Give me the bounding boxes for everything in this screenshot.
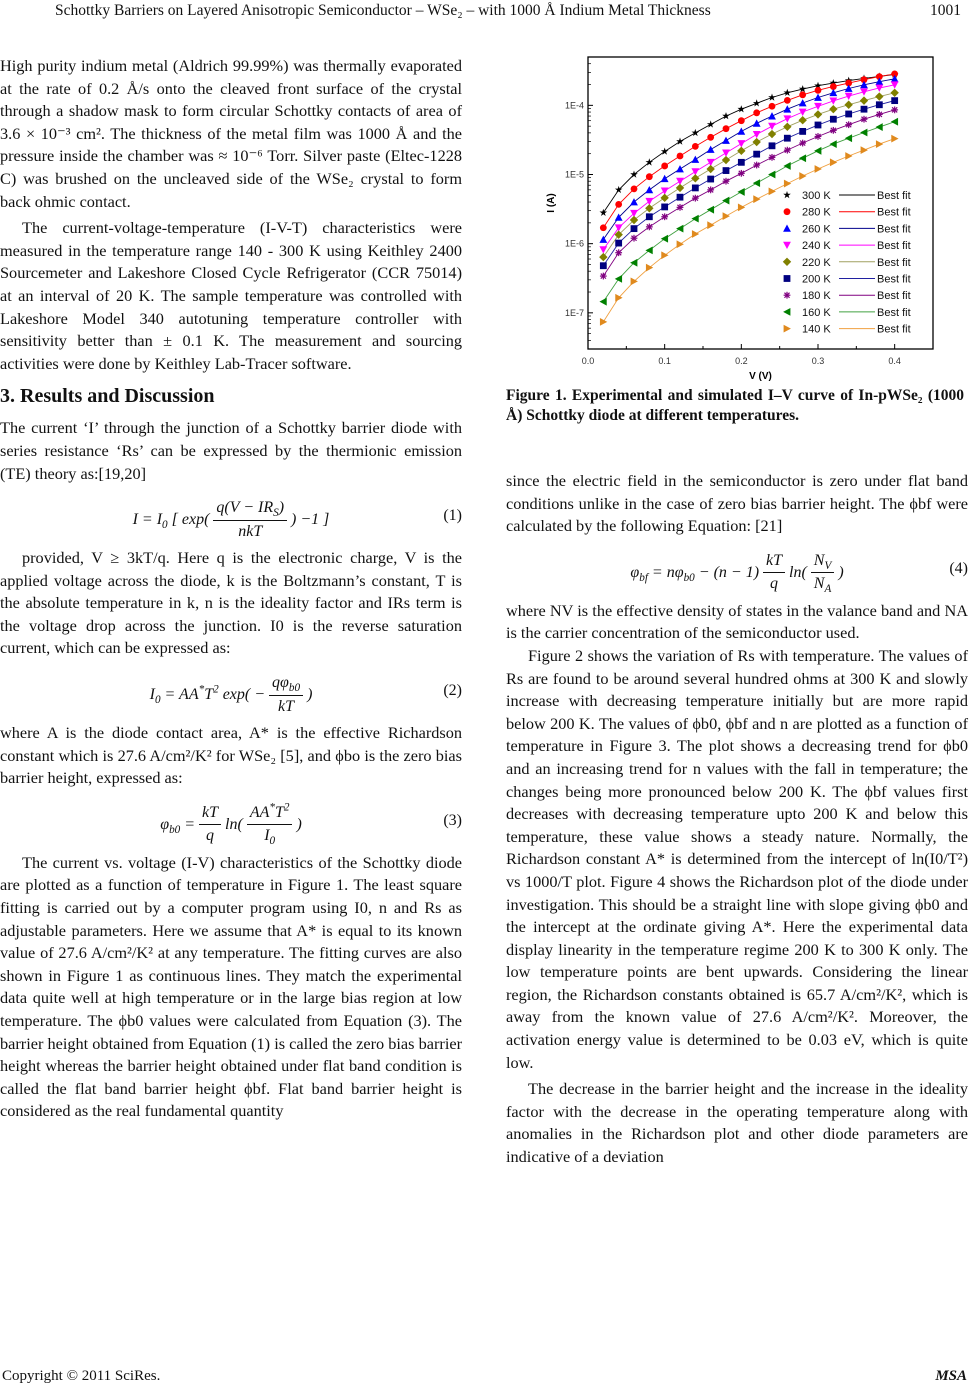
svg-text:Best fit: Best fit [877,273,911,286]
svg-text:Best fit: Best fit [877,306,911,319]
running-header [0,2,969,24]
running-title: Schottky Barriers on Layered Anisotropic Semiconductor – WSe₂ – with 1000 Å Indium Metal Thickness [55,2,711,19]
paragraph-richardson: where A is the diode contact area, A* is the effective Richardson constant which is 27.6 A/cm²/K² for WSe₂ [5], and ϕbo is the zero bias barrier height, expressed as: [0,723,462,788]
plot-frame [588,57,933,349]
paragraph-figures-2-4: Figure 2 shows the variation of Rs with temperature. The values of Rs are found to be around several hundred ohms at 300 K and slowly increase with decreasing temperature initially but are more rapid below 200 K. The values of ϕb0, ϕbf and n are plotted as a function of temperature in Figure 3. The plot shows a decreasing trend for ϕb0 and an increasing trend for n values with the fall in temperature; the changes being more pronounced below 200 K. The ϕbf values first decreases with decreasing temperature upto 200 K and below this temperature, these value shows a steady nature. Normally, the Richardson constant A* is determined from the intercept of ln(I0/T²) vs 1000/T plot. Figure 4 shows the Richardson plot of the diode under investigation. This should be a straight line with slope giving ϕb0 and the intercept at the ordinate giving A*. Here the experimental data display linearity in the temperature regime 200 K to 300 K only. The low temperature points are bent upwards. Considering the linear region, the Richardson constants obtained is 65.7 A/cm²/K², which is away from the known value of 27.6 A/cm²/K². Moreover, the activation energy value is determined to be 0.03 eV, which is quite low. [506,645,968,1072]
svg-text:Best fit: Best fit [877,240,911,253]
svg-text:240 K: 240 K [802,240,831,253]
svg-text:Best fit: Best fit [877,323,911,336]
svg-text:180 K: 180 K [802,290,831,303]
svg-text:280 K: 280 K [802,206,831,219]
svg-text:Best fit: Best fit [877,190,911,202]
x-tick-label: 0.0 [581,356,595,366]
equation-4: $\varphi_{bf} = n\varphi_{b0} - (n - 1)$ $\frac{kT}{q}$ ln( $\frac{N_V}{N_A}$ ) (4) [630,551,968,596]
page-number: 1001 [930,2,961,19]
section-heading: 3. Results and Discussion [0,385,215,408]
svg-text:Best fit: Best fit [877,206,911,219]
iv-plot [540,48,940,384]
paragraph-deviation: The decrease in the barrier height and the increase in the ideality factor with the decrease in the operating temperature along with anomalies in the Richardson plot and other diode parameters are indicative of a deviation [506,1079,968,1167]
x-tick-label: 0.1 [658,356,671,366]
svg-text:220 K: 220 K [802,256,831,269]
svg-text:Best fit: Best fit [877,223,911,236]
paragraph-nv-na: where NV is the effective density of states in the valance band and NA is the carrier concentration of the semiconductor used. [506,600,968,643]
svg-text:200 K: 200 K [802,273,831,286]
paragraph-definitions: provided, V ≥ 3kT/q. Here q is the electronic charge, V is the applied voltage across the diode, k is the Boltzmann’s constant, T is the absolute temperature in k, n is the ideality factor and IRs term is the voltage drop across the junction. I0 is the reverse saturation current, which can be expressed as: [0,548,462,658]
paragraph-te-theory: The current ‘I’ through the junction of a Schottky barrier diode with series resistance ‘Rs’ can be expressed by the thermionic emission (TE) theory as:[19,20] [0,418,462,483]
x-tick-label: 0.4 [888,356,901,366]
equation-number: (3) [443,811,462,829]
y-tick-label: 1E-7 [564,307,584,318]
paragraph-flat-band: since the electric field in the semiconductor is zero under flat band conditions unlike in the case of zero bias barrier height. The ϕbf were calculated by the following Equation: [21] [506,471,968,536]
y-tick-label: 1E-5 [564,169,584,180]
figure-1-caption: Figure 1. Experimental and simulated I–V curve of In-pWSe₂ (1000 Å) Schottky diode at different temperatures. [506,387,964,424]
x-axis-label: V (V) [749,371,772,382]
paragraph-measurement: The current-voltage-temperature (I-V-T) characteristics were measured in the temperature range 140 - 300 K using Keithley 2400 Sourcemeter and Lakeshore Closed Cycle Refrigerator (CCR 75014) at an interval of 20 K. The sample temperature was controlled with Lakeshore Model 340 autotuning temperature controller with sensitivity better than ± 0.1 K. The measurement and sourcing activities were done by Keithley Lab-Tracer software. [0,218,462,373]
equation-number: (2) [443,682,462,700]
svg-text:Best fit: Best fit [877,290,911,303]
paragraph-iv-characteristics: The current vs. voltage (I-V) characteristics of the Schottky diode are plotted as a function of temperature in Figure 1. The least square fitting is carried out by a computer program using I0, n and Rs as adjustable parameters. Here we assume that A* is equal to its known value of 27.6 A/cm²/K² at any temperature. The fitting curves are also shown in Figure 1 as continuous lines. They match the experimental data quite well at high temperature or in the large bias region at low temperature. The ϕb0 values were calculated from Equation (3). The barrier height obtained from Equation (1) is called the zero bias barrier height whereas the barrier height obtained under flat band condition is called the flat band barrier height ϕbf. Flat band barrier height is considered as the real fundamental quantity [0,852,462,1121]
figure-1-iv-chart [540,48,940,384]
equation-1: $I = I_0$ [ exp( $\frac{q(V - IR_S)}{\text{nkT}}$ ) −1 ] (1) [132,499,462,540]
paragraph-materials: High purity indium metal (Aldrich 99.99%) was thermally evaporated at the rate of 0.2 Å/s onto the cleaved front surface of the crystal through a shadow mask to form circular Schottky contacts of area of 3.6 × 10⁻³ cm². The thickness of the metal film was 1000 Å and the pressure inside the chamber was ≈ 10⁻⁶ Torr. Silver paste (Eltec-1228 C) was brushed on the uncleaved side of the WSe₂ crystal to form back ohmic contact. [0,56,462,211]
y-axis-label: I (A) [546,193,557,213]
x-tick-label: 0.3 [811,356,825,366]
equation-2: $I_0 = AA^*T^2$ exp( − $\frac{q\varphi_{b0}}{kT}$ ) (2) [149,674,462,715]
copyright: Copyright © 2011 SciRes. [2,1368,161,1384]
left-column [0,55,462,1123]
svg-text:140 K: 140 K [802,323,831,336]
svg-text:260 K: 260 K [802,223,831,236]
equation-number: (1) [443,507,462,525]
equation-3: $\varphi_{b0}$ = $\frac{kT}{q}$ ln( $\frac{AA^*T^2}{I_0}$ ) (3) [160,801,462,848]
svg-text:160 K: 160 K [802,306,831,319]
journal-name: MSA [935,1368,967,1384]
y-tick-label: 1E-4 [564,100,584,111]
svg-text:Best fit: Best fit [877,256,911,269]
svg-text:300 K: 300 K [802,190,831,202]
equation-number: (4) [949,559,968,577]
right-column [506,470,968,1169]
x-tick-label: 0.2 [735,356,748,366]
y-tick-label: 1E-6 [564,238,584,249]
